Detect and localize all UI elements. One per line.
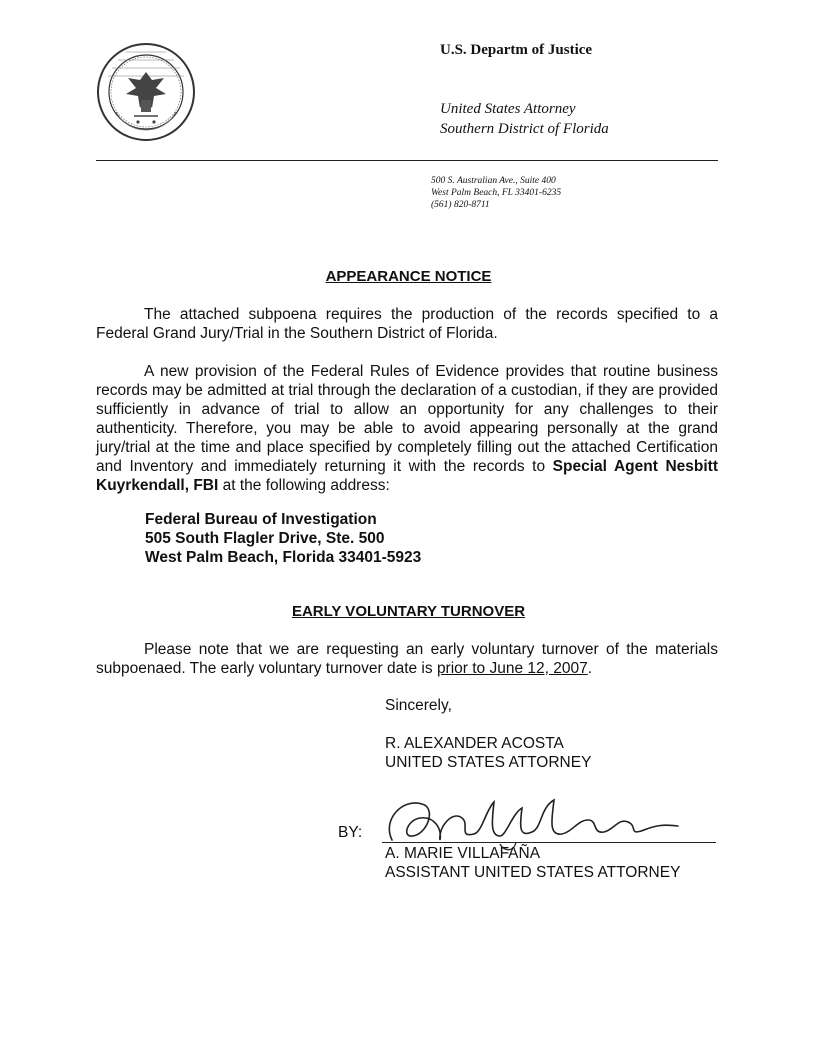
appearance-notice-heading: APPEARANCE NOTICE (325, 268, 492, 285)
paragraph-early-turnover (96, 640, 718, 678)
attorney-name: R. ALEXANDER ACOSTA (385, 735, 564, 752)
agency-name: U.S. Departm of Justice (440, 42, 593, 58)
turnover-date: prior to June 12, 2007 (436, 660, 588, 677)
paragraph-text: A new provision of the Federal Rules of Evidence provides that routine business records may be admitted at trial through the declaration of a custodian, if they are provided sufficiently in advance of trial to allow an opportunity for any challenges to their authenticity. Therefore, you may be able to avoid appearing personally at the grand jury/trial at the time and place specified by completely filling out the attached Certification and Inventory and immediately returning it with the records to (96, 363, 718, 475)
attorney-block (385, 734, 591, 772)
special-agent-name: Special Agent Nesbitt Kuyrkendall, FBI (96, 458, 718, 494)
signature-line (382, 842, 716, 843)
signer-title: ASSISTANT UNITED STATES ATTORNEY (385, 864, 681, 881)
office-line: Southern District of Florida (440, 121, 609, 137)
office-block (440, 99, 609, 139)
signer-name: A. MARIE VILLAFAÑA (385, 845, 541, 862)
attorney-title: UNITED STATES ATTORNEY (385, 754, 592, 771)
office-line: United States Attorney (440, 101, 576, 117)
paragraph-evidence-rules (96, 362, 718, 495)
paragraph-text: The attached subpoena requires the production of the records specified to a Federal Grand Jury/Trial in the Southern District of Florida. (96, 306, 718, 342)
address-line: 500 S. Australian Ave., Suite 400 (431, 176, 556, 186)
fbi-address-line: 505 South Flagler Drive, Ste. 500 (145, 530, 385, 547)
sincerely: Sincerely, (385, 697, 452, 714)
office-address (431, 175, 561, 211)
fbi-address (145, 510, 421, 567)
address-line: West Palm Beach, FL 33401-6235 (431, 188, 562, 198)
paragraph-subpoena (96, 305, 718, 343)
fbi-address-line: Federal Bureau of Investigation (145, 511, 377, 528)
signer-block (385, 844, 680, 882)
by-label: BY: (338, 824, 363, 841)
letterhead-divider (96, 160, 718, 161)
paragraph-text: at the following address: (218, 477, 390, 494)
paragraph-text: . (587, 660, 593, 677)
fbi-address-line: West Palm Beach, Florida 33401-5923 (145, 549, 422, 566)
doj-seal-icon (96, 42, 196, 142)
address-line: (561) 820-8711 (431, 200, 490, 210)
early-turnover-heading: EARLY VOLUNTARY TURNOVER (291, 603, 526, 620)
paragraph-text: Please note that we are requesting an early voluntary turnover of the materials subpoenaed. The early voluntary turnover date is (96, 641, 718, 677)
